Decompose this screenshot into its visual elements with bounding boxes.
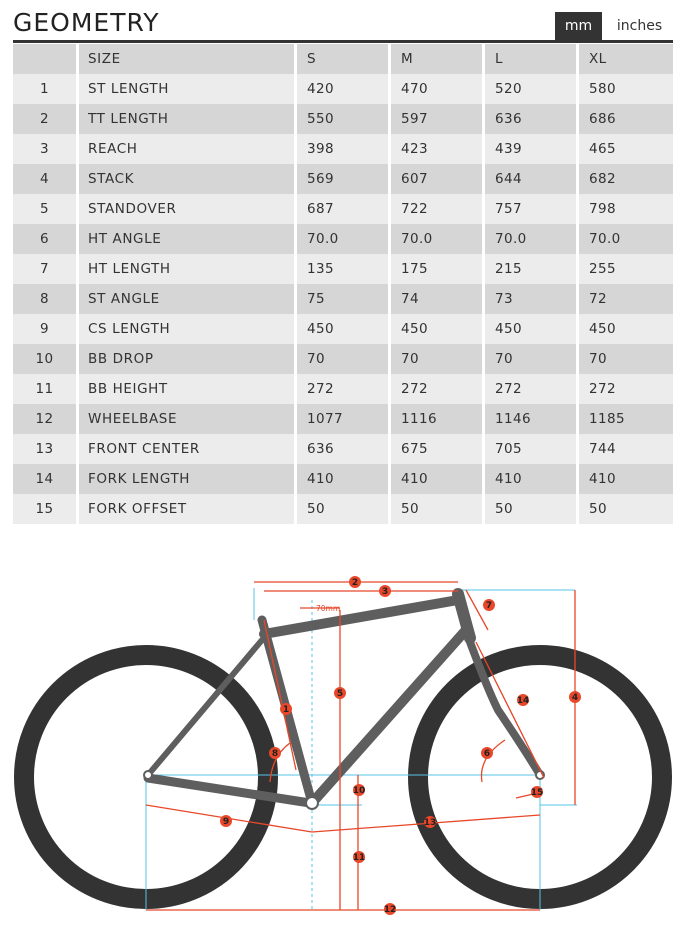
marker-13	[424, 816, 437, 828]
value-cell-m: 410	[391, 464, 485, 494]
value-cell-l: 215	[485, 254, 579, 284]
value-cell-s: 687	[297, 194, 391, 224]
marker-7	[483, 599, 495, 611]
row-index: 5	[13, 194, 79, 224]
value-cell-xl: 50	[579, 494, 673, 524]
svg-text:2: 2	[351, 578, 359, 588]
row-label: STANDOVER	[79, 194, 297, 224]
value-cell-m: 70.0	[391, 224, 485, 254]
row-label: ST ANGLE	[79, 284, 297, 314]
row-label: FORK OFFSET	[79, 494, 297, 524]
table-row	[13, 404, 673, 434]
value-cell-xl: 72	[579, 284, 673, 314]
bottom-bracket	[306, 797, 318, 809]
row-label: WHEELBASE	[79, 404, 297, 434]
value-cell-l: 636	[485, 104, 579, 134]
value-cell-xl: 798	[579, 194, 673, 224]
marker-1	[280, 703, 292, 715]
header-size-l: L	[485, 44, 579, 74]
svg-text:1: 1	[282, 705, 290, 715]
header-size-s: S	[297, 44, 391, 74]
seatpost-offset-label: 70mm	[316, 604, 341, 613]
value-cell-m: 597	[391, 104, 485, 134]
value-cell-xl: 410	[579, 464, 673, 494]
unit-toggle-mm[interactable]: mm	[555, 12, 602, 40]
value-cell-l: 70	[485, 344, 579, 374]
geometry-table	[13, 44, 673, 524]
marker-2	[349, 576, 361, 588]
table-header-row	[13, 44, 673, 74]
marker-4	[569, 691, 581, 703]
value-cell-s: 398	[297, 134, 391, 164]
value-cell-l: 50	[485, 494, 579, 524]
header-size-m: M	[391, 44, 485, 74]
table-row	[13, 224, 673, 254]
value-cell-m: 74	[391, 284, 485, 314]
value-cell-s: 636	[297, 434, 391, 464]
chain-stay	[148, 778, 310, 803]
svg-text:14: 14	[516, 696, 530, 706]
row-index: 4	[13, 164, 79, 194]
value-cell-m: 70	[391, 344, 485, 374]
value-cell-xl: 255	[579, 254, 673, 284]
header-index-cell	[13, 44, 79, 74]
value-cell-l: 70.0	[485, 224, 579, 254]
value-cell-m: 675	[391, 434, 485, 464]
value-cell-s: 135	[297, 254, 391, 284]
svg-text:9: 9	[222, 817, 230, 827]
row-label: FRONT CENTER	[79, 434, 297, 464]
row-index: 13	[13, 434, 79, 464]
svg-text:11: 11	[352, 853, 366, 863]
row-label: REACH	[79, 134, 297, 164]
header-size-xl: XL	[579, 44, 673, 74]
value-cell-l: 520	[485, 74, 579, 104]
value-cell-xl: 272	[579, 374, 673, 404]
value-cell-s: 550	[297, 104, 391, 134]
svg-text:13: 13	[423, 818, 437, 828]
value-cell-m: 450	[391, 314, 485, 344]
row-label: CS LENGTH	[79, 314, 297, 344]
table-row	[13, 254, 673, 284]
table-row	[13, 74, 673, 104]
svg-text:7: 7	[485, 601, 493, 611]
svg-text:5: 5	[336, 689, 344, 699]
row-index: 6	[13, 224, 79, 254]
marker-3	[379, 585, 391, 597]
value-cell-m: 272	[391, 374, 485, 404]
value-cell-m: 175	[391, 254, 485, 284]
row-label: HT ANGLE	[79, 224, 297, 254]
row-index: 2	[13, 104, 79, 134]
row-index: 9	[13, 314, 79, 344]
svg-text:10: 10	[352, 786, 366, 796]
row-label: BB HEIGHT	[79, 374, 297, 404]
row-index: 7	[13, 254, 79, 284]
marker-5	[334, 687, 346, 699]
value-cell-m: 607	[391, 164, 485, 194]
table-row	[13, 194, 673, 224]
table-row	[13, 314, 673, 344]
marker-12	[384, 903, 397, 915]
table-row	[13, 494, 673, 524]
value-cell-m: 1116	[391, 404, 485, 434]
value-cell-l: 272	[485, 374, 579, 404]
row-index: 14	[13, 464, 79, 494]
value-cell-l: 439	[485, 134, 579, 164]
row-index: 10	[13, 344, 79, 374]
value-cell-l: 450	[485, 314, 579, 344]
value-cell-l: 705	[485, 434, 579, 464]
row-index: 15	[13, 494, 79, 524]
value-cell-s: 50	[297, 494, 391, 524]
value-cell-s: 272	[297, 374, 391, 404]
value-cell-m: 470	[391, 74, 485, 104]
row-index: 1	[13, 74, 79, 104]
table-row	[13, 434, 673, 464]
marker-9	[220, 815, 232, 827]
marker-15	[531, 786, 544, 798]
row-label: TT LENGTH	[79, 104, 297, 134]
page-title: GEOMETRY	[13, 8, 160, 37]
value-cell-l: 410	[485, 464, 579, 494]
row-label: HT LENGTH	[79, 254, 297, 284]
marker-8	[269, 747, 281, 759]
table-row	[13, 374, 673, 404]
svg-text:4: 4	[571, 693, 579, 703]
row-index: 12	[13, 404, 79, 434]
value-cell-s: 410	[297, 464, 391, 494]
value-cell-s: 420	[297, 74, 391, 104]
marker-14	[517, 694, 530, 706]
bike-geometry-diagram	[0, 560, 689, 927]
value-cell-l: 644	[485, 164, 579, 194]
geometry-header	[13, 8, 673, 43]
value-cell-s: 75	[297, 284, 391, 314]
svg-text:6: 6	[483, 749, 491, 759]
value-cell-s: 569	[297, 164, 391, 194]
row-label: STACK	[79, 164, 297, 194]
marker-6	[481, 747, 493, 759]
row-label: BB DROP	[79, 344, 297, 374]
table-row	[13, 164, 673, 194]
top-tube	[264, 600, 458, 634]
table-row	[13, 464, 673, 494]
row-label: ST LENGTH	[79, 74, 297, 104]
table-row	[13, 284, 673, 314]
value-cell-xl: 686	[579, 104, 673, 134]
row-index: 3	[13, 134, 79, 164]
svg-text:15: 15	[530, 788, 544, 798]
value-cell-s: 450	[297, 314, 391, 344]
row-index: 11	[13, 374, 79, 404]
unit-toggle-inches[interactable]: inches	[616, 18, 663, 34]
value-cell-xl: 744	[579, 434, 673, 464]
value-cell-xl: 465	[579, 134, 673, 164]
svg-text:8: 8	[271, 749, 279, 759]
value-cell-xl: 1185	[579, 404, 673, 434]
rear-axle	[144, 771, 152, 779]
marker-10	[353, 784, 366, 796]
value-cell-l: 1146	[485, 404, 579, 434]
value-cell-l: 757	[485, 194, 579, 224]
row-index: 8	[13, 284, 79, 314]
value-cell-l: 73	[485, 284, 579, 314]
value-cell-m: 423	[391, 134, 485, 164]
value-cell-m: 722	[391, 194, 485, 224]
value-cell-xl: 682	[579, 164, 673, 194]
value-cell-s: 70.0	[297, 224, 391, 254]
table-row	[13, 134, 673, 164]
svg-text:12: 12	[383, 905, 397, 915]
value-cell-m: 50	[391, 494, 485, 524]
table-row	[13, 344, 673, 374]
value-cell-xl: 70.0	[579, 224, 673, 254]
table-row	[13, 104, 673, 134]
header-size: SIZE	[79, 44, 297, 74]
value-cell-s: 70	[297, 344, 391, 374]
value-cell-s: 1077	[297, 404, 391, 434]
svg-text:3: 3	[381, 587, 389, 597]
row-label: FORK LENGTH	[79, 464, 297, 494]
value-cell-xl: 70	[579, 344, 673, 374]
marker-11	[353, 851, 366, 863]
table-body	[13, 74, 673, 524]
value-cell-xl: 580	[579, 74, 673, 104]
value-cell-xl: 450	[579, 314, 673, 344]
